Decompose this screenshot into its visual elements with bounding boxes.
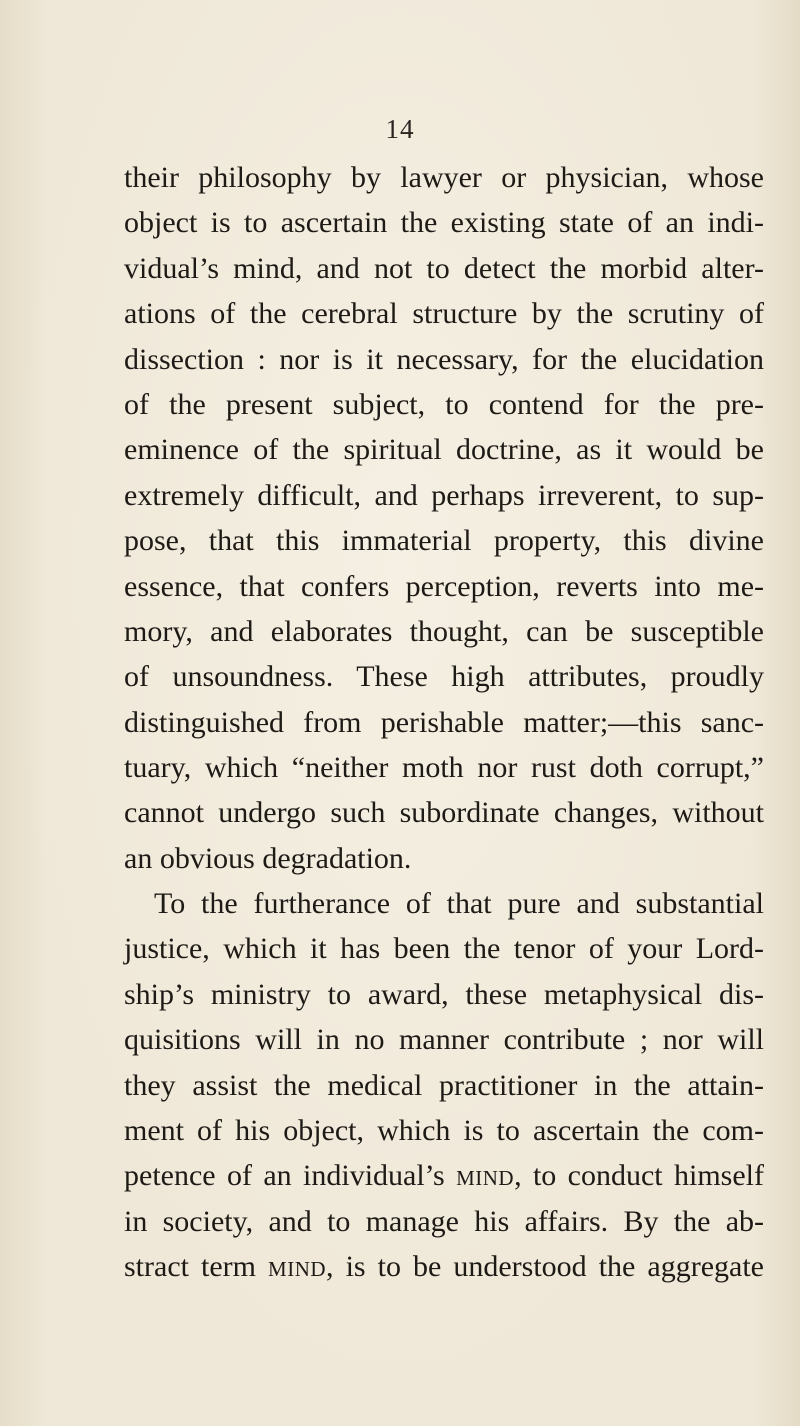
text-line: justice, which it has been the tenor of your Lord- (124, 932, 764, 966)
text-line: their philosophy by lawyer or physician, whose (124, 161, 764, 194)
text-segment: , is to be understood the aggregate (326, 1250, 764, 1284)
text-line: vidual’s mind, and not to detect the morbid alter- (124, 251, 764, 285)
text-line: pose, that this immaterial property, this divine (124, 524, 764, 558)
paragraph-2 (124, 881, 764, 1290)
text-line: ship’s ministry to award, these metaphysical dis- (124, 977, 764, 1011)
text-line: eminence of the spiritual doctrine, as it would be (124, 433, 764, 467)
text-line: mory, and elaborates thought, can be susceptible (124, 614, 764, 648)
text-line: an obvious degradation. (124, 841, 412, 875)
text-segment: , to conduct himself (514, 1159, 764, 1193)
text-line: they assist the medical practitioner in the attain- (124, 1068, 764, 1102)
page-number: 14 (385, 114, 415, 144)
text-line: To the furtherance of that pure and substantial (154, 887, 764, 920)
text-line: cannot undergo such subordinate changes, without (124, 796, 764, 830)
text-line: tuary, which “neither moth nor rust doth corrupt,” (124, 751, 764, 785)
text-line: dissection : nor is it necessary, for the elucidation (124, 342, 764, 376)
small-caps-word: mind (268, 1250, 327, 1284)
text-line (124, 1153, 764, 1198)
text-line: essence, that confers perception, reverts into me- (124, 569, 764, 603)
text-line: object is to ascertain the existing state of an indi- (124, 206, 764, 240)
text-line: of the present subject, to contend for the pre- (124, 387, 764, 421)
text-segment: petence of an individual’s (124, 1159, 457, 1193)
text-line (124, 1244, 764, 1289)
text-line: in society, and to manage his affairs. By the ab- (124, 1204, 764, 1238)
text-line: of unsoundness. These high attributes, proudly (124, 660, 764, 694)
small-caps-word: mind (456, 1159, 515, 1193)
text-line: ations of the cerebral structure by the scrutiny of (124, 297, 764, 331)
text-segment: stract term (124, 1250, 269, 1284)
text-line: extremely difficult, and perhaps irreverent, to sup- (124, 478, 764, 512)
text-line: distinguished from perishable matter;—this sanc- (124, 705, 764, 739)
text-line: quisitions will in no manner contribute ; nor will (124, 1023, 764, 1057)
paragraph-1 (124, 155, 764, 881)
text-line: ment of his object, which is to ascertain the com- (124, 1113, 764, 1147)
